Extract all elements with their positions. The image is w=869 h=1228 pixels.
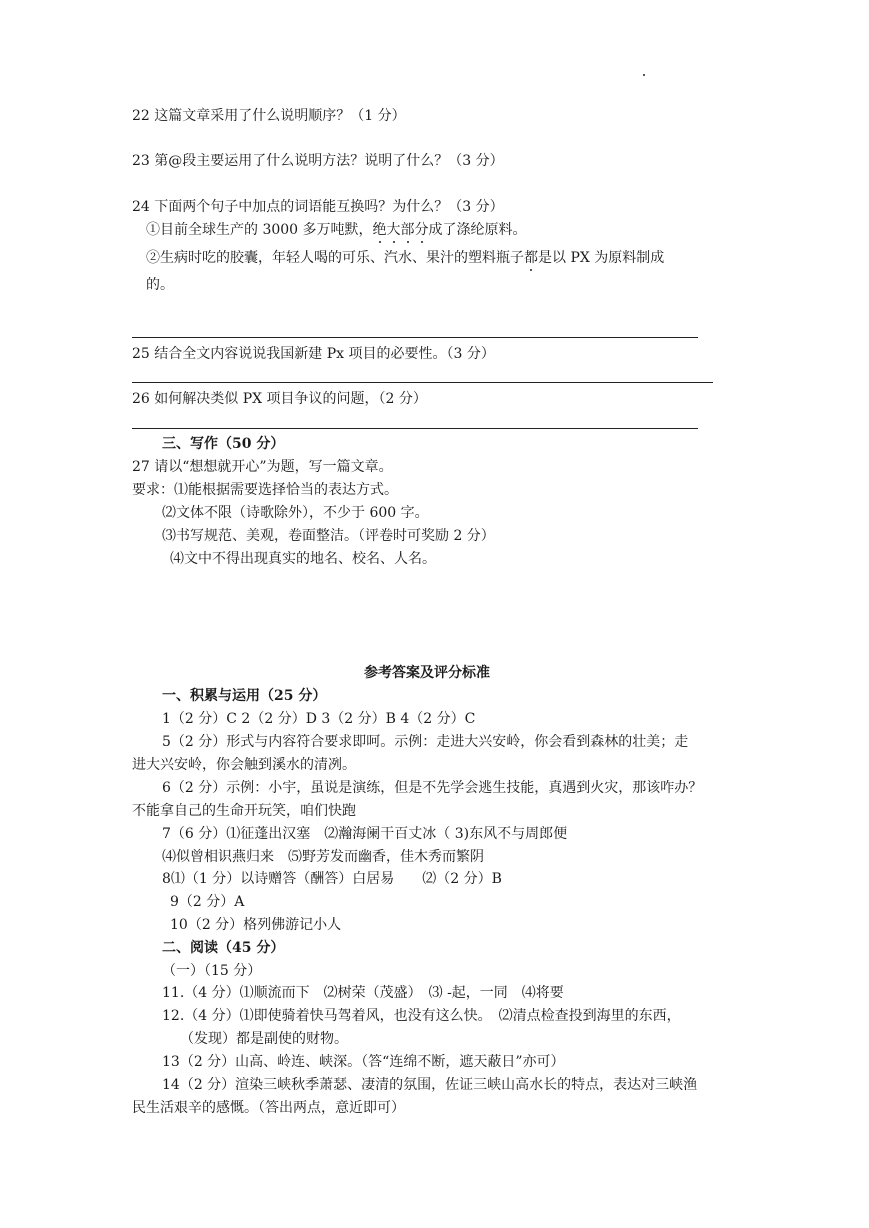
answer-11: 11.（4 分）⑴顺流而下 ⑵树荣（茂盛） ⑶ -起，一同 ⑷将要 [162, 985, 564, 1001]
answer-14-line-2: 民生活艰辛的感慨。（答出两点，意近即可） [132, 1100, 405, 1116]
answer-line-25 [132, 382, 713, 383]
answer-6-line-1: 6（2 分）示例：小宇，虽说是演练，但是不先学会逃生技能，真遇到火灾，那该咋办？ [162, 780, 703, 796]
question-27: 27 请以“想想就开心”为题，写一篇文章。 [132, 459, 393, 475]
answer-14-line-1: 14（2 分）渲染三峡秋季萧瑟、凄清的氛围，佐证三峡山高水长的特点，表达对三峡渔 [162, 1077, 698, 1093]
requirement-4: ⑷文中不得出现真实的地名、校名、人名。 [170, 551, 436, 567]
answer-10: 10（2 分）格列佛游记小人 [170, 917, 342, 933]
answer-7-line-1: 7（6 分）⑴征蓬出汉塞 ⑵瀚海阑干百丈冰（ 3)东风不与周郎便 [162, 826, 568, 842]
requirement-2: ⑵文体不限（诗歌除外），不少于 600 字。 [162, 505, 429, 521]
section-1-heading: 一、积累与运用（25 分） [162, 688, 327, 704]
question-24-sentence-1 [146, 220, 527, 240]
answer-7-line-2: ⑷似曾相识燕归来 ⑸野芳发而幽香，佳木秀而繁阴 [162, 849, 484, 865]
corner-mark [643, 74, 645, 76]
answer-8: 8⑴（1 分）以诗赠答（酬答）白居易 ⑵（2 分）B [162, 871, 502, 887]
section-writing-heading: 三、写作（50 分） [162, 436, 285, 452]
emphasis-char: 部 [400, 222, 415, 238]
answer-5-line-2: 进大兴安岭，你会触到溪水的清冽。 [132, 757, 356, 773]
answer-9: 9（2 分）A [170, 894, 245, 910]
answer-1-4: 1（2 分）C 2（2 分）D 3（2 分）B 4（2 分）C [162, 711, 476, 727]
question-26: 26 如何解决类似 PX 项目争议的问题，（2 分） [132, 391, 427, 407]
question-24-sentence-2 [146, 248, 664, 268]
dotted-word-1 [373, 222, 429, 238]
section-2-heading: 二、阅读（45 分） [162, 940, 285, 956]
answer-line-24 [132, 337, 698, 338]
answer-5-line-1: 5（2 分）形式与内容符合要求即呵。示例：走进大兴安岭，你会看到森林的壮美；走 [162, 734, 689, 750]
sentence-1-part-a: ①目前全球生产的 3000 多万吨默， [146, 222, 373, 238]
question-22: 22 这篇文章采用了什么说明顺序？（1 分） [132, 108, 406, 124]
question-24-sentence-2-end: 的。 [146, 277, 174, 293]
answer-line-26 [132, 428, 698, 429]
answer-12-line-2: （发现）都是副使的财物。 [180, 1031, 348, 1047]
question-23: 23 第@段主要运用了什么说明方法？说明了什么？（3 分） [132, 153, 504, 169]
dotted-word-2 [524, 250, 538, 266]
sentence-1-part-b: 成了涤纶原料。 [428, 222, 527, 238]
sentence-2-part-b: 是以 PX 为原料制成 [538, 250, 665, 266]
answer-key-title: 参考答案及评分标准 [364, 665, 490, 681]
emphasis-char: 绝 [372, 222, 387, 238]
answer-13: 13（2 分）山高、岭连、峡深。（答“连绵不断，遮天蔽日”亦可） [162, 1054, 565, 1070]
answer-12-line-1: 12.（4 分）⑴即使骑着快马驾着风，也没有这么快。 ⑵清点检查投到海里的东西， [162, 1008, 681, 1024]
part-1-heading: （一）（15 分） [162, 963, 262, 979]
emphasis-char: 都 [524, 250, 538, 266]
question-24: 24 下面两个句子中加点的词语能互换吗？为什么？（3 分） [132, 199, 504, 215]
question-25: 25 结合全文内容说说我国新建 Px 项目的必要性。（3 分） [132, 346, 495, 362]
emphasis-char: 分 [414, 222, 429, 238]
answer-6-line-2: 不能拿自己的生命开玩笑，咱们快跑 [132, 803, 356, 819]
requirement-1: 要求：⑴能根据需要选择恰当的表达方式。 [132, 482, 398, 498]
requirement-3: ⑶书写规范、美观，卷面整洁。（评卷时可奖励 2 分） [162, 528, 495, 544]
sentence-2-part-a: ②生病时吃的胶囊，年轻人喝的可乐、汽水、果汁的塑料瓶子 [146, 250, 524, 266]
emphasis-char: 大 [386, 222, 401, 238]
